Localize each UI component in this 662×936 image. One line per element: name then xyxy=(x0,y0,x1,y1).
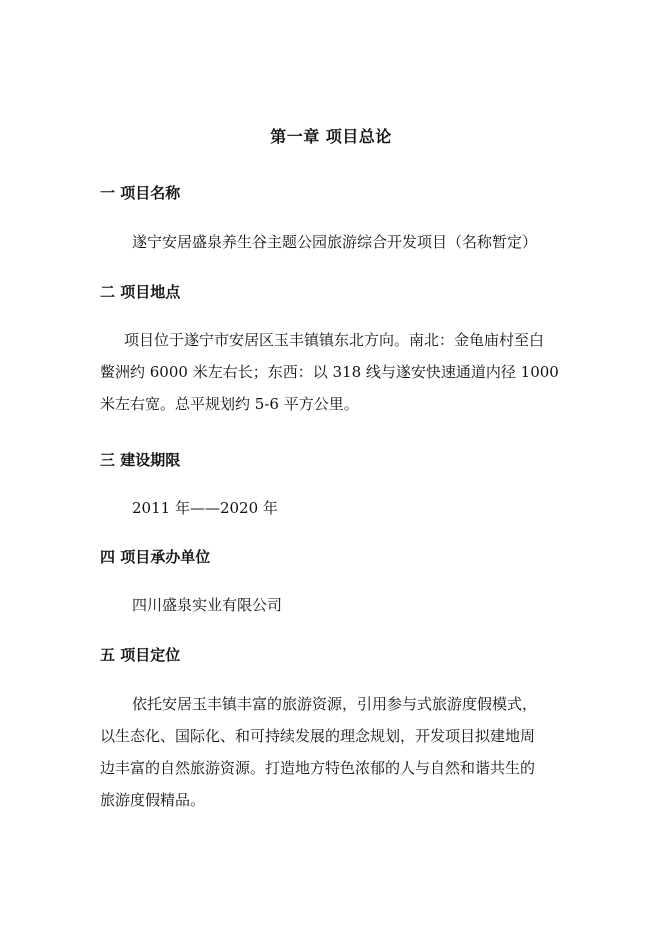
paragraph-line: 以生态化、国际化、和可持续发展的理念规划，开发项目拟建地周 xyxy=(100,727,536,745)
section-heading-construction-period: 三 建设期限 xyxy=(100,451,181,469)
chapter-title: 第一章 项目总论 xyxy=(270,127,392,146)
section-heading-organizer: 四 项目承办单位 xyxy=(100,548,211,566)
paragraph-line: 遂宁安居盛泉养生谷主题公园旅游综合开发项目（名称暂定） xyxy=(132,233,538,251)
paragraph-line: 米左右宽。总平规划约 5-6 平方公里。 xyxy=(100,395,359,413)
paragraph-line: 依托安居玉丰镇丰富的旅游资源，引用参与式旅游度假模式， xyxy=(132,695,538,713)
paragraph-line: 旅游度假精品。 xyxy=(100,791,206,809)
section-heading-project-name: 一 项目名称 xyxy=(100,184,181,202)
section-body-project-location xyxy=(100,329,559,416)
paragraph-line: 2011 年——2020 年 xyxy=(132,499,278,517)
paragraph-line: 边丰富的自然旅游资源。打造地方特色浓郁的人与自然和谐共生的 xyxy=(100,759,536,777)
paragraph-line: 项目位于遂宁市安居区玉丰镇镇东北方向。南北：金龟庙村至白 xyxy=(124,331,545,349)
section-body-organizer xyxy=(132,594,282,617)
section-heading-project-location: 二 项目地点 xyxy=(100,283,181,301)
section-heading-positioning: 五 项目定位 xyxy=(100,646,181,664)
section-body-positioning xyxy=(100,693,537,812)
section-body-construction-period xyxy=(132,497,278,520)
section-body-project-name xyxy=(132,231,537,254)
paragraph-line: 鳖洲约 6000 米左右长；东西：以 318 线与遂安快速通道内径 1000 xyxy=(100,363,559,381)
paragraph-line: 四川盛泉实业有限公司 xyxy=(132,596,283,614)
